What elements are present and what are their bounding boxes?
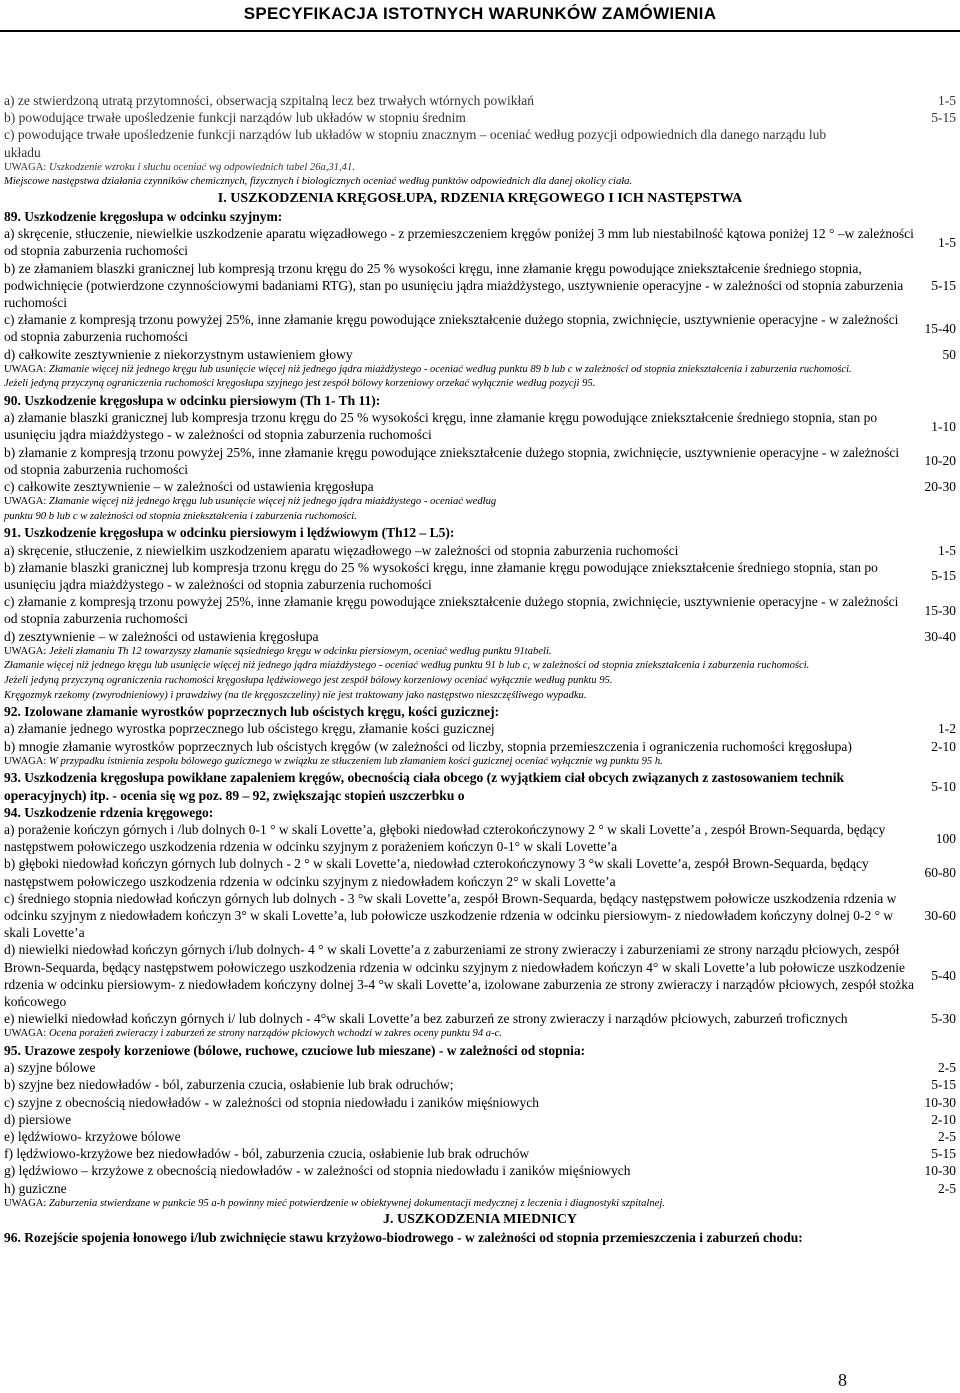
note-text: Ocena porażeń zwieraczy i zaburzeń ze strony narządów płciowych wchodzi w zakres oceny punktu 94 a-c. xyxy=(46,1028,502,1040)
note: Miejscowe następstwa działania czynników chemicznych, fizycznych i biologicznych oceniać według punktów odpowiednich dla danej okolicy ciała. xyxy=(4,176,633,188)
item-row xyxy=(4,92,956,109)
item-text: b) mnogie złamanie wyrostków poprzecznych lub ościstych kręgów (w zależności od liczby, stopnia przemieszczenia i ograniczenia ruchomości kręgosłupa) xyxy=(4,738,852,754)
item-row xyxy=(4,260,956,312)
note xyxy=(4,645,956,660)
item-row xyxy=(4,769,956,803)
item-value: 15-30 xyxy=(924,602,956,618)
note: Jeżeli jedyną przyczyną ograniczenia ruchomości kręgosłupa szyjnego jest zespół bólowy korzeniowy orzekać wyłącznie według pozycji 95. xyxy=(4,378,596,390)
item-heading: 89. Uszkodzenie kręgosłupa w odcinku szyjnym: xyxy=(4,209,283,224)
item-value: 15-40 xyxy=(924,320,956,336)
item-row xyxy=(4,890,956,942)
item-row xyxy=(4,720,956,737)
note-text: Złamanie więcej niż jednego kręgu lub usunięcie więcej niż jednego jądra miażdżystego - oceniać według punktu 89 b lub c w zależności od stopnia zniekształcenia i zaburzenia ruchomości. xyxy=(46,363,852,375)
item-value: 20-30 xyxy=(924,479,956,495)
item-text: d) całkowite zesztywnienie z niekorzystnym ustawieniem głowy xyxy=(4,346,353,362)
item-value: 100 xyxy=(935,830,956,846)
item-text: c) średniego stopnia niedowład kończyn górnych lub dolnych - 3 °w skali Lovette’a, zespół Brown-Sequarda, będący następstwem połowicze uszkodzenia rdzenia w odcinku szyjnym z niedowładem kończyn 3° w skali Lovette’a, lub połowicze uszkodzenie rdzenia w odcinku piersiowym- z niedowładem kończyny dolnej 0-2 ° w skali Lovette’a xyxy=(4,890,897,941)
item-text: c) złamanie z kompresją trzonu powyżej 25%, inne złamanie kręgu powodujące zniekształcenie dużego stopnia, zwichnięcie, usztywnienie operacyjne - w zależności od stopnia zaburzenia ruchomości xyxy=(4,594,899,627)
note-text: Złamanie więcej niż jednego kręgu lub usunięcie więcej niż jednego jądra miażdżystego - oceniać według xyxy=(46,496,497,508)
document-header-title: SPECYFIKACJA ISTOTNYCH WARUNKÓW ZAMÓWIENIA xyxy=(243,4,717,23)
item-text: 93. Uszkodzenia kręgosłupa powikłane zapaleniem kręgów, obecnością ciała obcego (z wyjątkiem ciał obcych związanych z zastosowaniem technik operacyjnych) itp. - ocenia się wg poz. 89 – 92, zwiększając stopień uszczerbku o xyxy=(4,770,844,803)
note xyxy=(4,1027,956,1042)
note-label: UWAGA: xyxy=(4,755,47,767)
item-value: 2-5 xyxy=(938,1129,956,1145)
item-text: a) porażenie kończyn górnych i /lub dolnych 0-1 ° w skali Lovette’a, głęboki niedowład czterokończynowy 2 ° w skali Lovette’a , zespół Brown-Sequarda, będący następstwem połowiczego uszkodzenia rdzenia w odcinku szyjnym z porażeniem kończyn 0-1° w skali Lovette’a xyxy=(4,822,886,855)
note: Kręgozmyk rzekomy (zwyrodnieniowy) i prawdziwy (na tle kręgoszczeliny) nie jest traktowany jako następstwo nieszczęśliwego wypadku. xyxy=(4,689,587,701)
note-label: UWAGA: xyxy=(4,645,47,657)
item-row xyxy=(4,1180,956,1197)
note xyxy=(4,1197,956,1212)
page-number: 8 xyxy=(838,1370,847,1390)
item-row xyxy=(4,1128,956,1145)
item-text: c) szyjne z obecnością niedowładów - w zależności od stopnia niedowładu i zaników mięśniowych xyxy=(4,1094,539,1110)
item-row xyxy=(4,738,956,755)
item-text: b) głęboki niedowład kończyn górnych lub dolnych - 2 ° w skali Lovette’a, niedowład czterokończynowy 3 °w skali Lovette’a, zespół Brown-Sequarda, będący następstwem połowiczego uszkodzenia rdzenia w odcinku szyjnym z niedowładem kończyn 2° w skali Lovette’a xyxy=(4,856,869,889)
item-text: c) całkowite zesztywnienie – w zależności od ustawienia kręgosłupa xyxy=(4,479,374,495)
item-text: a) złamanie blaszki granicznej lub kompresja trzonu kręgu do 25 % wysokości kręgu, inne złamanie kręgu powodujące zniekształcenie średniego stopnia, stan po usunięciu jądra miażdżystego - w zależności od stopnia zaburzenia ruchomości xyxy=(4,410,878,443)
item-text: e) lędźwiowo- krzyżowe bólowe xyxy=(4,1129,181,1145)
item-heading: 96. Rozejście spojenia łonowego i/lub zwichnięcie stawu krzyżowo-biodrowego - w zależności od stopnia przemieszczenia i zaburzeń chodu: xyxy=(4,1230,803,1246)
item-text: a) szyjne bólowe xyxy=(4,1060,96,1076)
item-text: b) powodujące trwałe upośledzenie funkcji narządów lub układów w stopniu średnim xyxy=(4,110,466,126)
item-text: f) lędźwiowo-krzyżowe bez niedowładów - ból, zaburzenia czucia, osłabienie lub brak odruchów xyxy=(4,1146,530,1162)
item-text: e) niewielki niedowład kończyn górnych i/ lub dolnych - 4°w skali Lovette’a bez zaburzeń ze strony zwieraczy i narządów płciowych, zaburzeń troficznych xyxy=(4,1011,848,1027)
item-value: 5-15 xyxy=(931,277,956,293)
item-value: 2-10 xyxy=(931,738,956,754)
note xyxy=(4,363,956,378)
document-header xyxy=(0,0,960,32)
document-body xyxy=(4,92,956,1247)
item-text: d) zesztywnienie – w zależności od ustawienia kręgosłupa xyxy=(4,628,319,644)
item-text: c) złamanie z kompresją trzonu powyżej 25%, inne złamanie kręgu powodujące zniekształcenie dużego stopnia, zwichnięcie, usztywnienie operacyjne - w zależności od stopnia zaburzenia ruchomości xyxy=(4,312,899,345)
item-value: 1-5 xyxy=(938,234,956,250)
item-value: 5-15 xyxy=(931,110,956,126)
note-text: Zaburzenia stwierdzane w punkcie 95 a-h powinny mieć potwierdzenie w obiektywnej dokumentacji medycznej z leczenia i diagnostyki szpitalnej. xyxy=(46,1197,665,1209)
item-text: a) ze stwierdzoną utratą przytomności, obserwacją szpitalną lecz bez trwałych wtórnych powikłań xyxy=(4,93,535,108)
item-row xyxy=(4,1111,956,1128)
note: punktu 90 b lub c w zależności od stopnia zniekształcenia i zaburzenia ruchomości. xyxy=(4,510,357,522)
note-label: UWAGA: xyxy=(4,363,47,375)
item-value: 5-15 xyxy=(931,568,956,584)
item-row xyxy=(4,593,956,627)
item-text: d) niewielki niedowład kończyn górnych i/lub dolnych- 4 ° w skali Lovette’a z zaburzeniami ze strony zwieraczy i zaburzeniami ze strony narządu płciowych, zespół Brown-Sequarda, będący następstwem połowiczego uszkodzenia rdzenia w odcinku szyjnym z niedowładem kończyn 4° w skali Lovette’a lub połowicze uszkodzenie rdzenia w odcinku piersiowym- z niedowładem kończyny dolnej 3-4 °w skali Lovette’a, izolowane zaburzenia ze strony zwieraczy i narządów płciowych, zespół stożka końcowego xyxy=(4,942,914,1010)
item-value: 2-5 xyxy=(938,1180,956,1196)
item-value: 30-60 xyxy=(924,908,956,924)
item-text: a) skręcenie, stłuczenie, niewielkie uszkodzenie aparatu więzadłowego - z przemieszczeniem kręgów poniżej 3 mm lub niestabilność kątowa poniżej 12 ° –w zależności od stopnia zaburzenia ruchomości xyxy=(4,226,914,259)
item-text: b) szyjne bez niedowładów - ból, zaburzenia czucia, osłabienie lub brak odruchów; xyxy=(4,1077,454,1093)
item-row xyxy=(4,346,956,363)
item-heading: 95. Urazowe zespoły korzeniowe (bólowe, ruchowe, czuciowe lub mieszane) - w zależności od stopnia: xyxy=(4,1043,586,1059)
item-value: 2-10 xyxy=(931,1111,956,1127)
item-row xyxy=(4,1059,956,1076)
item-row xyxy=(4,542,956,559)
item-row xyxy=(4,1145,956,1162)
item-value: 5-15 xyxy=(931,1146,956,1162)
item-text: h) guziczne xyxy=(4,1180,67,1196)
item-value: 1-5 xyxy=(938,542,956,558)
note: Jeżeli jedyną przyczyną ograniczenia ruchomości kręgosłupa lędźwiowego jest zespół bólowy korzeniowy oceniać wyłącznie według punktu 95. xyxy=(4,675,613,687)
item-row xyxy=(4,311,956,345)
item-row xyxy=(4,478,956,495)
item-value: 10-30 xyxy=(924,1163,956,1179)
item-row xyxy=(4,109,956,126)
item-value: 5-10 xyxy=(931,779,956,795)
item-text: b) ze złamaniem blaszki granicznej lub kompresją trzonu kręgu do 25 % wysokości kręgu, inne złamanie kręgu powodujące zniekształcenie średniego stopnia, podwichnięcie (potwierdzone czynnościowymi badaniami RTG), stan po usunięciu jądra miażdżystego, usztywnienie operacyjne - w zależności od stopnia zaburzenia ruchomości xyxy=(4,260,904,311)
item-value: 30-40 xyxy=(924,628,956,644)
note xyxy=(4,755,956,770)
item-value: 10-20 xyxy=(924,453,956,469)
item-row xyxy=(4,559,956,593)
item-row xyxy=(4,941,956,1010)
item-row xyxy=(4,1094,956,1111)
item-text: g) lędźwiowo – krzyżowe z obecnością niedowładów - w zależności od stopnia niedowładu i zaników mięśniowych xyxy=(4,1163,631,1179)
note-label: UWAGA: xyxy=(4,496,47,508)
item-heading: 94. Uszkodzenie rdzenia kręgowego: xyxy=(4,804,214,820)
note-label: UWAGA: xyxy=(4,161,47,173)
item-value: 10-30 xyxy=(924,1094,956,1110)
section-heading: J. USZKODZENIA MIEDNICY xyxy=(382,1212,578,1228)
item-value: 1-5 xyxy=(938,93,956,108)
item-value: 50 xyxy=(942,346,956,362)
item-row xyxy=(4,409,956,443)
note-text: Jeżeli złamaniu Th 12 towarzyszy złamanie sąsiedniego kręgu w odcinku piersiowym, oceniać według punktu 91tabeli. xyxy=(46,645,552,657)
note-text: Uszkodzenie wzroku i słuchu oceniać wg odpowiednich tabel 26a,31,41. xyxy=(46,161,355,173)
item-row xyxy=(4,225,956,259)
item-text: d) piersiowe xyxy=(4,1111,72,1127)
item-value: 2-5 xyxy=(938,1060,956,1076)
section-heading: I. USZKODZENIA KRĘGOSŁUPA, RDZENIA KRĘGOWEGO I ICH NASTĘPSTWA xyxy=(217,191,743,206)
note xyxy=(4,161,956,176)
item-row xyxy=(4,1162,956,1179)
item-value: 1-10 xyxy=(931,418,956,434)
item-value: 5-40 xyxy=(931,968,956,984)
item-heading: 90. Uszkodzenie kręgosłupa w odcinku piersiowym (Th 1- Th 11): xyxy=(4,393,381,409)
item-text: b) złamanie blaszki granicznej lub kompresja trzonu kręgu do 25 % wysokości kręgu, inne złamanie kręgu powodujące zniekształcenie średniego stopnia, stan po usunięciu jądra miażdżystego - w zależności od stopnia zaburzenia ruchomości xyxy=(4,559,878,593)
item-value: 5-15 xyxy=(931,1077,956,1093)
item-heading: 92. Izolowane złamanie wyrostków poprzecznych lub ościstych kręgu, kości guzicznej: xyxy=(4,704,500,720)
note xyxy=(4,495,956,510)
item-row xyxy=(4,821,956,855)
item-heading: 91. Uszkodzenie kręgosłupa w odcinku piersiowym i lędźwiowym (Th12 – L5): xyxy=(4,525,455,541)
item-value: 1-2 xyxy=(938,721,956,737)
note-label: UWAGA: xyxy=(4,1028,47,1040)
note-text: W przypadku istnienia zespołu bólowego guzicznego w związku ze stłuczeniem lub złamaniem kości guzicznej oceniać wyłącznie wg punktu 95 h. xyxy=(46,755,663,767)
item-row xyxy=(4,444,956,478)
item-row xyxy=(4,1076,956,1093)
item-text: a) złamanie jednego wyrostka poprzecznego lub ościstego kręgu, złamanie kości guzicznej xyxy=(4,721,495,737)
note-label: UWAGA: xyxy=(4,1197,47,1209)
item-row xyxy=(4,628,956,645)
item-row xyxy=(4,855,956,889)
item-text: b) złamanie z kompresją trzonu powyżej 25%, inne złamanie kręgu powodujące zniekształcenie dużego stopnia, zwichnięcie, usztywnienie operacyjne - w zależności od stopnia zaburzenia ruchomości xyxy=(4,444,900,477)
item-value: 5-30 xyxy=(931,1011,956,1027)
item-row xyxy=(4,1010,956,1027)
item-text: a) skręcenie, stłuczenie, z niewielkim uszkodzeniem aparatu więzadłowego –w zależności od stopnia zaburzenia ruchomości xyxy=(4,542,679,558)
note: Złamanie więcej niż jednego kręgu lub usunięcie więcej niż jednego jądra miażdżystego - oceniać według punktu 91 b lub c, w zależności od stopnia zniekształcenia i zaburzenia ruchomości. xyxy=(4,660,810,672)
paragraph: c) powodujące trwałe upośledzenie funkcji narządów lub układów w stopniu znacznym – oceniać według pozycji odpowiednich dla danego narządu lub układu xyxy=(4,127,827,160)
item-value: 60-80 xyxy=(924,865,956,881)
